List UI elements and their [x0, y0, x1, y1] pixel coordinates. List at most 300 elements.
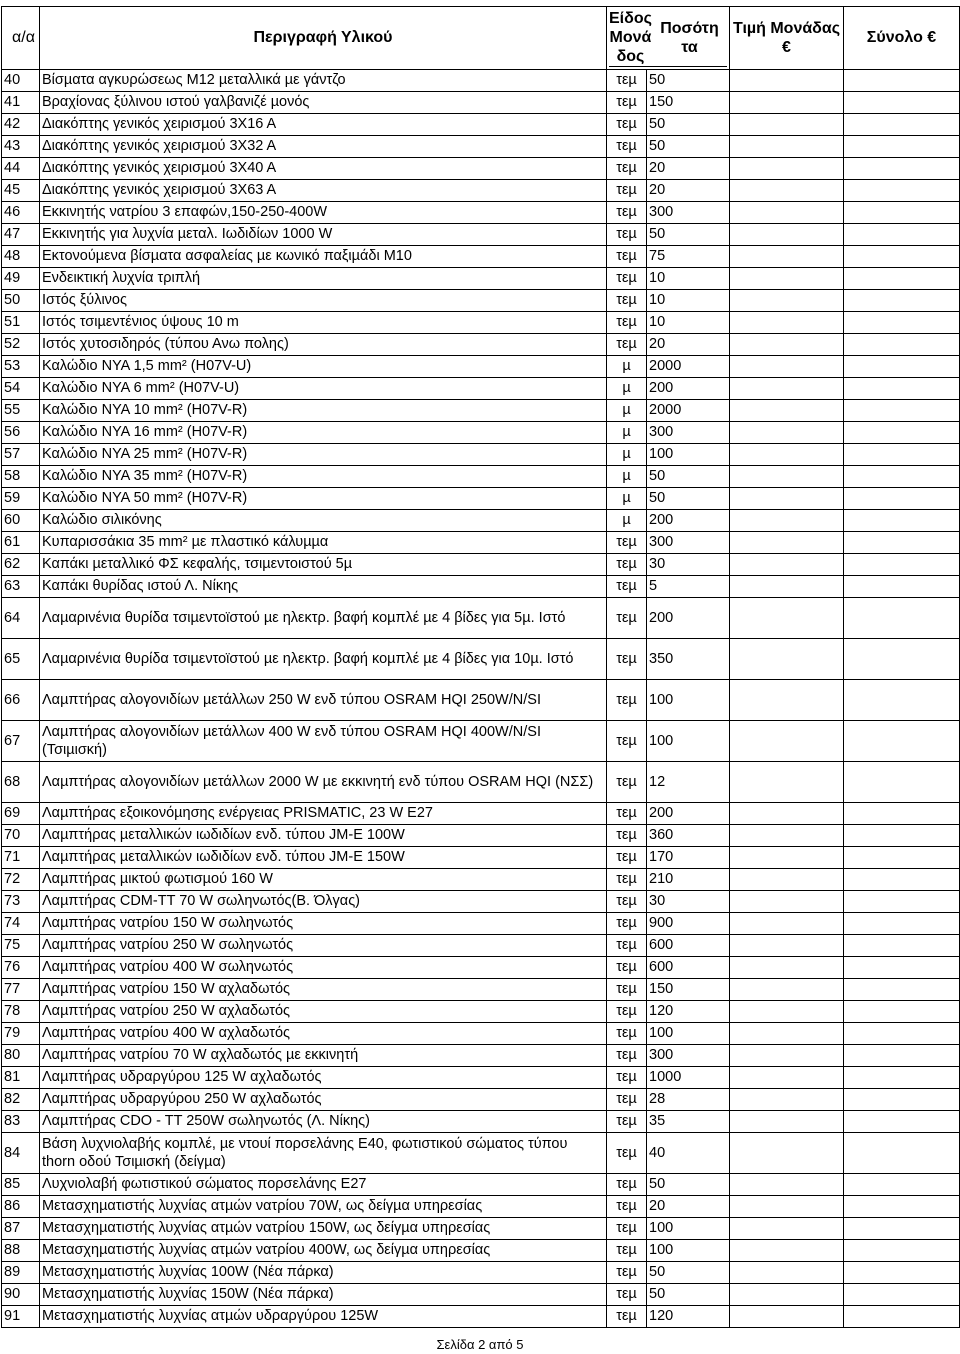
row-quantity: 150 — [647, 92, 730, 114]
row-description: Διακόπτης γενικός χειρισµού 3Χ16 Α — [40, 114, 607, 136]
row-unit: τεµ — [607, 158, 647, 180]
row-unit: τεµ — [607, 957, 647, 979]
table-row — [2, 356, 960, 378]
row-unit: τεµ — [607, 114, 647, 136]
row-description: Καλώδιο ΝΥΑ 25 mm² (H07V-R) — [40, 444, 607, 466]
row-description: Καλώδιο ΝΥΑ 35 mm² (H07V-R) — [40, 466, 607, 488]
table-row — [2, 762, 960, 803]
row-number: 41 — [2, 92, 40, 114]
row-quantity: 20 — [647, 180, 730, 202]
row-unit: τεµ — [607, 1196, 647, 1218]
row-number: 44 — [2, 158, 40, 180]
row-total — [844, 1240, 960, 1262]
row-number: 51 — [2, 312, 40, 334]
row-number: 73 — [2, 891, 40, 913]
row-unit: τεµ — [607, 136, 647, 158]
row-description: Λυχνιολαβή φωτιστικού σώµατος πορσελάνης Ε27 — [40, 1174, 607, 1196]
row-number: 49 — [2, 268, 40, 290]
row-quantity: 10 — [647, 290, 730, 312]
row-description: Λαµπτήρας νατρίου 400 W σωληνωτός — [40, 957, 607, 979]
table-row — [2, 913, 960, 935]
table-row — [2, 488, 960, 510]
row-quantity: 300 — [647, 1045, 730, 1067]
table-row — [2, 312, 960, 334]
row-description: Καλώδιο ΝΥΑ 16 mm² (H07V-R) — [40, 422, 607, 444]
row-description: Λαµπτήρας CDM-TT 70 W σωληνωτός(Β. Όλγας) — [40, 891, 607, 913]
header-unit-line1: Είδος — [609, 10, 652, 27]
row-unit: τεµ — [607, 935, 647, 957]
row-quantity: 100 — [647, 1023, 730, 1045]
row-number: 42 — [2, 114, 40, 136]
row-unit: τεµ — [607, 334, 647, 356]
row-number: 80 — [2, 1045, 40, 1067]
row-total — [844, 92, 960, 114]
row-number: 72 — [2, 869, 40, 891]
row-quantity: 30 — [647, 891, 730, 913]
row-total — [844, 957, 960, 979]
row-description: Καπάκι µεταλλικό ΦΣ κεφαλής, τσιµεντοιστού 5µ — [40, 554, 607, 576]
row-unit: µ — [607, 444, 647, 466]
row-unit-price — [730, 869, 844, 891]
row-description: Λαµπτήρας υδραργύρου 250 W αχλαδωτός — [40, 1089, 607, 1111]
header-price-line2: € — [782, 39, 791, 56]
table-row — [2, 1284, 960, 1306]
row-total — [844, 639, 960, 680]
row-quantity: 100 — [647, 680, 730, 721]
row-total — [844, 554, 960, 576]
row-number: 55 — [2, 400, 40, 422]
row-quantity: 20 — [647, 334, 730, 356]
row-unit: τεµ — [607, 180, 647, 202]
row-unit: τεµ — [607, 554, 647, 576]
row-unit-price — [730, 92, 844, 114]
table-row — [2, 466, 960, 488]
row-unit: τεµ — [607, 1306, 647, 1328]
row-description: Ιστός ξύλινος — [40, 290, 607, 312]
row-total — [844, 158, 960, 180]
row-unit: µ — [607, 488, 647, 510]
table-row — [2, 400, 960, 422]
row-quantity: 200 — [647, 598, 730, 639]
row-quantity: 120 — [647, 1001, 730, 1023]
row-total — [844, 1133, 960, 1174]
row-description: Εκκινητής νατρίου 3 επαφών,150-250-400W — [40, 202, 607, 224]
row-unit-price — [730, 532, 844, 554]
table-row — [2, 532, 960, 554]
row-unit: τεµ — [607, 202, 647, 224]
row-description: Διακόπτης γενικός χειρισµού 3Χ32 Α — [40, 136, 607, 158]
row-unit-price — [730, 1284, 844, 1306]
row-description: Καπάκι θυρίδας ιστού Λ. Νίκης — [40, 576, 607, 598]
row-unit: τεµ — [607, 913, 647, 935]
row-quantity: 100 — [647, 444, 730, 466]
row-number: 58 — [2, 466, 40, 488]
row-number: 78 — [2, 1001, 40, 1023]
row-unit-price — [730, 356, 844, 378]
row-description: Βραχίονας ξύλινου ιστού γαλβανιζέ µονός — [40, 92, 607, 114]
row-quantity: 360 — [647, 825, 730, 847]
row-total — [844, 1001, 960, 1023]
row-total — [844, 825, 960, 847]
table-row — [2, 1067, 960, 1089]
row-unit-price — [730, 1133, 844, 1174]
table-row — [2, 268, 960, 290]
row-total — [844, 268, 960, 290]
row-quantity: 50 — [647, 1174, 730, 1196]
row-number: 81 — [2, 1067, 40, 1089]
table-row — [2, 979, 960, 1001]
header-unit — [609, 9, 652, 67]
row-unit: τεµ — [607, 1218, 647, 1240]
row-number: 67 — [2, 721, 40, 762]
row-total — [844, 70, 960, 92]
header-price-line1: Τιµή Μονάδας — [732, 20, 841, 37]
row-unit-price — [730, 1262, 844, 1284]
row-unit: τεµ — [607, 290, 647, 312]
row-total — [844, 114, 960, 136]
row-unit-price — [730, 598, 844, 639]
row-total — [844, 532, 960, 554]
row-unit-price — [730, 510, 844, 532]
row-quantity: 12 — [647, 762, 730, 803]
row-number: 89 — [2, 1262, 40, 1284]
row-quantity: 5 — [647, 576, 730, 598]
row-unit-price — [730, 1196, 844, 1218]
row-quantity: 2000 — [647, 356, 730, 378]
table-row — [2, 680, 960, 721]
row-total — [844, 935, 960, 957]
row-total — [844, 891, 960, 913]
row-number: 74 — [2, 913, 40, 935]
row-total — [844, 488, 960, 510]
row-description: Λαµπτήρας νατρίου 150 W αχλαδωτός — [40, 979, 607, 1001]
table-row — [2, 598, 960, 639]
row-unit-price — [730, 378, 844, 400]
row-total — [844, 1111, 960, 1133]
row-total — [844, 312, 960, 334]
row-unit-price — [730, 957, 844, 979]
row-unit: τεµ — [607, 1045, 647, 1067]
header-qty-line2: τα — [681, 38, 698, 56]
table-row — [2, 1023, 960, 1045]
header-qty — [652, 9, 727, 67]
row-unit-price — [730, 488, 844, 510]
row-total — [844, 378, 960, 400]
row-description: Λαµπτήρας νατρίου 150 W σωληνωτός — [40, 913, 607, 935]
row-total — [844, 466, 960, 488]
row-description: Λαµπτήρας νατρίου 250 W σωληνωτός — [40, 935, 607, 957]
row-unit-price — [730, 913, 844, 935]
table-row — [2, 803, 960, 825]
row-unit-price — [730, 576, 844, 598]
table-row — [2, 825, 960, 847]
row-number: 54 — [2, 378, 40, 400]
row-description: Λαµπτήρας αλογονιδίων µετάλλων 2000 W µε εκκινητή ενδ τύπου OSRAM HQI (ΝΣΣ) — [40, 762, 607, 803]
row-total — [844, 400, 960, 422]
row-unit-price — [730, 762, 844, 803]
row-number: 40 — [2, 70, 40, 92]
row-unit-price — [730, 1306, 844, 1328]
row-unit-price — [730, 312, 844, 334]
row-unit-price — [730, 680, 844, 721]
row-unit: τεµ — [607, 1133, 647, 1174]
row-description: Λαµπτήρας αλογονιδίων µετάλλων 400 W ενδ τύπου OSRAM HQI 400W/N/SI (Τσιµισκή) — [40, 721, 607, 762]
row-quantity: 200 — [647, 803, 730, 825]
row-quantity: 75 — [647, 246, 730, 268]
row-unit: µ — [607, 378, 647, 400]
row-unit-price — [730, 114, 844, 136]
row-number: 70 — [2, 825, 40, 847]
row-total — [844, 979, 960, 1001]
row-quantity: 1000 — [647, 1067, 730, 1089]
table-row — [2, 957, 960, 979]
row-unit-price — [730, 1089, 844, 1111]
row-total — [844, 1089, 960, 1111]
row-description: Μετασχηµατιστής λυχνίας ατµών νατρίου 70W, ως δείγµα υπηρεσίας — [40, 1196, 607, 1218]
row-number: 52 — [2, 334, 40, 356]
row-number: 65 — [2, 639, 40, 680]
row-number: 43 — [2, 136, 40, 158]
row-quantity: 50 — [647, 1262, 730, 1284]
table-row — [2, 1133, 960, 1174]
row-unit: τεµ — [607, 721, 647, 762]
row-total — [844, 1306, 960, 1328]
row-number: 64 — [2, 598, 40, 639]
row-total — [844, 847, 960, 869]
header-unit-line3: δος — [616, 48, 645, 65]
row-total — [844, 869, 960, 891]
row-quantity: 900 — [647, 913, 730, 935]
price-table — [1, 6, 960, 1328]
row-quantity: 150 — [647, 979, 730, 1001]
row-number: 90 — [2, 1284, 40, 1306]
row-unit-price — [730, 334, 844, 356]
row-description: Λαµπτήρας µεταλλικών ιωδιδίων ενδ. τύπου JM-E 150W — [40, 847, 607, 869]
row-total — [844, 422, 960, 444]
row-total — [844, 224, 960, 246]
row-description: Βάση λυχνιολαβής κοµπλέ, µε ντουί πορσελάνης Ε40, φωτιστικού σώµατος τύπου thorn οδού Τσιµισκή (δείγµα) — [40, 1133, 607, 1174]
row-unit-price — [730, 825, 844, 847]
row-total — [844, 202, 960, 224]
row-number: 69 — [2, 803, 40, 825]
row-description: Ενδεικτική λυχνία τριπλή — [40, 268, 607, 290]
table-row — [2, 290, 960, 312]
row-quantity: 20 — [647, 158, 730, 180]
row-unit: τεµ — [607, 70, 647, 92]
table-row — [2, 378, 960, 400]
row-number: 91 — [2, 1306, 40, 1328]
row-unit: τεµ — [607, 1111, 647, 1133]
row-number: 56 — [2, 422, 40, 444]
row-description: Διακόπτης γενικός χειρισµού 3Χ40 Α — [40, 158, 607, 180]
row-number: 48 — [2, 246, 40, 268]
row-unit: τεµ — [607, 1262, 647, 1284]
row-unit-price — [730, 180, 844, 202]
row-total — [844, 1196, 960, 1218]
row-number: 76 — [2, 957, 40, 979]
row-unit: τεµ — [607, 979, 647, 1001]
row-total — [844, 444, 960, 466]
row-unit-price — [730, 847, 844, 869]
row-unit: µ — [607, 400, 647, 422]
table-row — [2, 891, 960, 913]
row-total — [844, 136, 960, 158]
header-qty-line1: Ποσότη — [660, 19, 719, 37]
table-row — [2, 1001, 960, 1023]
table-row — [2, 422, 960, 444]
row-unit-price — [730, 891, 844, 913]
row-unit-price — [730, 1111, 844, 1133]
table-row — [2, 246, 960, 268]
row-total — [844, 180, 960, 202]
row-quantity: 30 — [647, 554, 730, 576]
row-description: Εκτονούµενα βίσµατα ασφαλείας µε κωνικό παξιµάδι Μ10 — [40, 246, 607, 268]
row-unit-price — [730, 268, 844, 290]
row-unit: τεµ — [607, 312, 647, 334]
table-row — [2, 180, 960, 202]
row-description: Λαµπτήρας νατρίου 250 W αχλαδωτός — [40, 1001, 607, 1023]
row-number: 57 — [2, 444, 40, 466]
row-description: Εκκινητής για λυχνία µεταλ. Ιωδιδίων 1000 W — [40, 224, 607, 246]
row-number: 75 — [2, 935, 40, 957]
header-total: Σύνολο € — [844, 7, 960, 70]
row-unit-price — [730, 1240, 844, 1262]
header-unit-line2: Μονά — [609, 29, 652, 46]
row-total — [844, 680, 960, 721]
row-number: 83 — [2, 1111, 40, 1133]
row-unit: τεµ — [607, 268, 647, 290]
row-quantity: 200 — [647, 378, 730, 400]
row-quantity: 120 — [647, 1306, 730, 1328]
row-unit-price — [730, 1067, 844, 1089]
row-quantity: 300 — [647, 202, 730, 224]
table-row — [2, 510, 960, 532]
row-unit-price — [730, 639, 844, 680]
table-row — [2, 1089, 960, 1111]
row-number: 71 — [2, 847, 40, 869]
row-unit: τεµ — [607, 869, 647, 891]
row-quantity: 50 — [647, 224, 730, 246]
row-quantity: 20 — [647, 1196, 730, 1218]
row-number: 59 — [2, 488, 40, 510]
row-unit: µ — [607, 510, 647, 532]
row-unit: τεµ — [607, 92, 647, 114]
row-description: Καλώδιο ΝΥΑ 10 mm² (H07V-R) — [40, 400, 607, 422]
row-unit: τεµ — [607, 532, 647, 554]
row-description: Λαµπτήρας νατρίου 70 W αχλαδωτός µε εκκινητή — [40, 1045, 607, 1067]
row-unit-price — [730, 290, 844, 312]
row-unit: µ — [607, 356, 647, 378]
row-unit-price — [730, 202, 844, 224]
row-quantity: 300 — [647, 532, 730, 554]
row-unit-price — [730, 979, 844, 1001]
table-body — [2, 70, 960, 1328]
row-number: 86 — [2, 1196, 40, 1218]
row-unit-price — [730, 136, 844, 158]
row-unit-price — [730, 400, 844, 422]
row-description: Διακόπτης γενικός χειρισµού 3Χ63 Α — [40, 180, 607, 202]
row-quantity: 50 — [647, 70, 730, 92]
table-row — [2, 1045, 960, 1067]
table-row — [2, 576, 960, 598]
row-description: Λαµπτήρας µεταλλικών ιωδιδίων ενδ. τύπου JM-E 100W — [40, 825, 607, 847]
row-description: Λαµπτήρας υδραργύρου 125 W αχλαδωτός — [40, 1067, 607, 1089]
row-total — [844, 1067, 960, 1089]
row-unit-price — [730, 1045, 844, 1067]
row-unit-price — [730, 466, 844, 488]
table-row — [2, 202, 960, 224]
row-unit: τεµ — [607, 891, 647, 913]
row-description: Λαµπτήρας CDO - TT 250W σωληνωτός (Λ. Νίκης) — [40, 1111, 607, 1133]
row-unit-price — [730, 935, 844, 957]
row-number: 68 — [2, 762, 40, 803]
row-total — [844, 1023, 960, 1045]
row-unit-price — [730, 246, 844, 268]
table-row — [2, 847, 960, 869]
row-description: Λαµαρινένια θυρίδα τσιµεντοϊστού µε ηλεκτρ. βαφή κοµπλέ µε 4 βίδες για 10µ. Ιστό — [40, 639, 607, 680]
row-quantity: 200 — [647, 510, 730, 532]
row-total — [844, 1218, 960, 1240]
row-unit: µ — [607, 466, 647, 488]
row-total — [844, 1045, 960, 1067]
row-number: 60 — [2, 510, 40, 532]
row-description: Λαµπτήρας εξοικονόµησης ενέργειας PRISMATIC, 23 W E27 — [40, 803, 607, 825]
row-description: Καλώδιο ΝΥΑ 50 mm² (H07V-R) — [40, 488, 607, 510]
table-row — [2, 136, 960, 158]
row-quantity: 35 — [647, 1111, 730, 1133]
row-number: 77 — [2, 979, 40, 1001]
row-quantity: 100 — [647, 1240, 730, 1262]
row-unit: τεµ — [607, 224, 647, 246]
row-quantity: 10 — [647, 312, 730, 334]
table-row — [2, 1111, 960, 1133]
table-row — [2, 224, 960, 246]
row-total — [844, 1174, 960, 1196]
header-unit-qty — [607, 7, 730, 70]
row-number: 88 — [2, 1240, 40, 1262]
row-number: 82 — [2, 1089, 40, 1111]
row-description: Μετασχηµατιστής λυχνίας ατµών νατρίου 150W, ως δείγµα υπηρεσίας — [40, 1218, 607, 1240]
table-row — [2, 158, 960, 180]
row-total — [844, 803, 960, 825]
row-number: 63 — [2, 576, 40, 598]
row-description: Μετασχηµατιστής λυχνίας ατµών υδραργύρου 125W — [40, 1306, 607, 1328]
header-price — [730, 7, 844, 70]
row-total — [844, 510, 960, 532]
row-unit-price — [730, 1174, 844, 1196]
table-row — [2, 1262, 960, 1284]
page-footer: Σελίδα 2 από 5 — [436, 1337, 524, 1352]
row-unit: τεµ — [607, 1089, 647, 1111]
row-description: Κυπαρισσάκια 35 mm² µε πλαστικό κάλυµµα — [40, 532, 607, 554]
row-description: Καλώδιο ΝΥΑ 6 mm² (H07V-U) — [40, 378, 607, 400]
row-total — [844, 721, 960, 762]
table-row — [2, 869, 960, 891]
row-unit-price — [730, 1023, 844, 1045]
row-quantity: 2000 — [647, 400, 730, 422]
row-number: 46 — [2, 202, 40, 224]
row-unit-price — [730, 1001, 844, 1023]
row-total — [844, 290, 960, 312]
row-unit-price — [730, 422, 844, 444]
row-unit: µ — [607, 422, 647, 444]
row-unit: τεµ — [607, 1240, 647, 1262]
row-total — [844, 1262, 960, 1284]
header-aa: α/α — [2, 7, 40, 70]
table-row — [2, 334, 960, 356]
row-description: Καλώδιο ΝΥΑ 1,5 mm² (H07V-U) — [40, 356, 607, 378]
row-unit: τεµ — [607, 803, 647, 825]
